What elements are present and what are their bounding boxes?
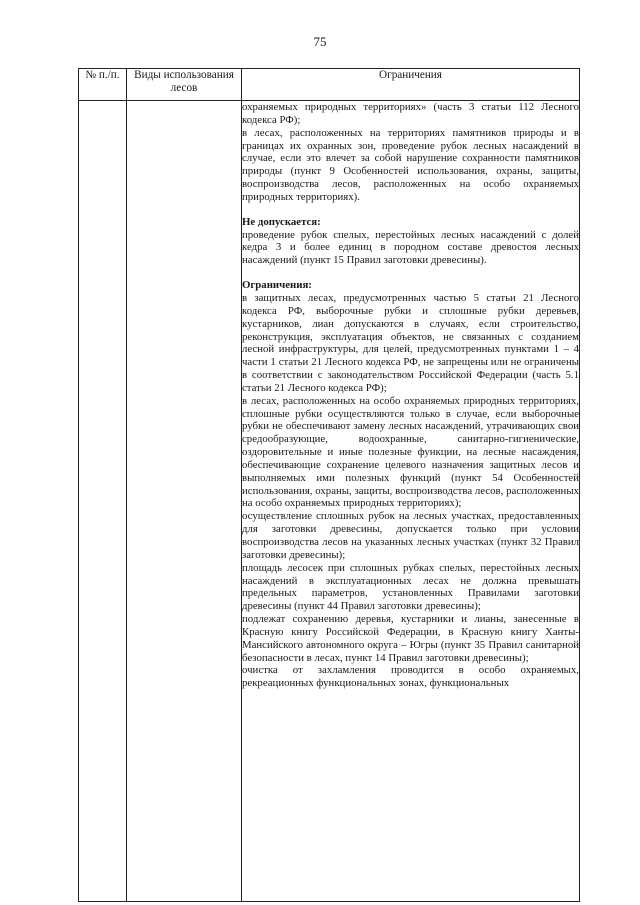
restriction-paragraph: очистка от захламления проводится в особо охраняемых, рекреационных функциональных зонах, функциональных — [242, 664, 579, 690]
header-number: № п./п. — [79, 69, 127, 101]
restriction-paragraph: в лесах, расположенных на территориях памятников природы и в границах их охранных зон, проведение рубок лесных насаждений в случае, если это влечет за собой нарушение сохранности памятников природы (пункт 9 Особенностей использования, охраны, защиты, воспроизводства лесов, расположенных на особо охраняемых природных территориях). — [242, 126, 579, 203]
section-heading: Ограничения: — [242, 279, 312, 292]
restriction-paragraph: охраняемых природных территориях» (часть 3 статьи 112 Лесного кодекса РФ); — [242, 101, 579, 126]
table-body-row — [79, 101, 580, 902]
header-restrictions: Ограничения — [242, 69, 580, 101]
restriction-paragraph: в лесах, расположенных на особо охраняемых природных территориях, сплошные рубки осуществляются только в случае, если выборочные рубки не обеспечивают замену лесных насаждений, утрачивающих свои средообразующие, водоохранные, санитарно-гигиенические, оздоровительные и иные полезные функции, на лесные насаждения, обеспечивающие сохранение целевого назначения защитных лесов и выполняемых ими полезных функций (пункт 54 Особенностей использования, охраны, защиты, воспроизводства лесов, расположенных на особо охраняемых природных территориях); — [242, 394, 579, 510]
section-heading: Не допускается: — [242, 215, 321, 228]
header-forest-use-types: Виды использования лесов — [127, 69, 242, 101]
restrictions-table — [78, 68, 580, 902]
cell-restrictions — [242, 101, 580, 902]
restriction-paragraph: проведение рубок спелых, перестойных лесных насаждений с долей кедра 3 и более единиц в породном составе древостоя лесных насаждений (пункт 15 Правил заготовки древесины). — [242, 228, 579, 267]
restriction-paragraph: площадь лесосек при сплошных рубках спелых, перестойных лесных насаждений в эксплуатационных лесах не должна превышать предельных параметров, установленных Правилами заготовки древесины (пункт 44 Правил заготовки древесины); — [242, 561, 579, 613]
cell-forest-use-type — [127, 101, 242, 902]
restriction-paragraph: подлежат сохранению деревья, кустарники и лианы, занесенные в Красную книгу Российской Федерации, в Красную книгу Ханты-Мансийского автономного округа – Югры (пункт 35 Правил санитарной безопасности в лесах, пункт 14 Правил заготовки древесины); — [242, 613, 579, 664]
table-header-row — [79, 69, 580, 101]
cell-number — [79, 101, 127, 902]
restriction-paragraph: осуществление сплошных рубок на лесных участках, предоставленных для заготовки древесины, допускается только при условии воспроизводства лесов на указанных лесных участках (пункт 32 Правил заготовки древесины); — [242, 510, 579, 561]
page-number: 75 — [313, 34, 327, 49]
restriction-paragraph: в защитных лесах, предусмотренных частью 5 статьи 21 Лесного кодекса РФ, выборочные рубки и сплошные рубки деревьев, кустарников, лиан допускаются в случаях, если строительство, реконструкция, эксплуатация объектов, не связанных с созданием лесной инфраструктуры, для целей, предусмотренных пунктами 1 – 4 части 1 статьи 21 Лесного кодекса РФ, не запрещены или не ограничены в соответствии с законодательством Российской Федерации (часть 5.1 статьи 21 Лесного кодекса РФ); — [242, 291, 579, 394]
